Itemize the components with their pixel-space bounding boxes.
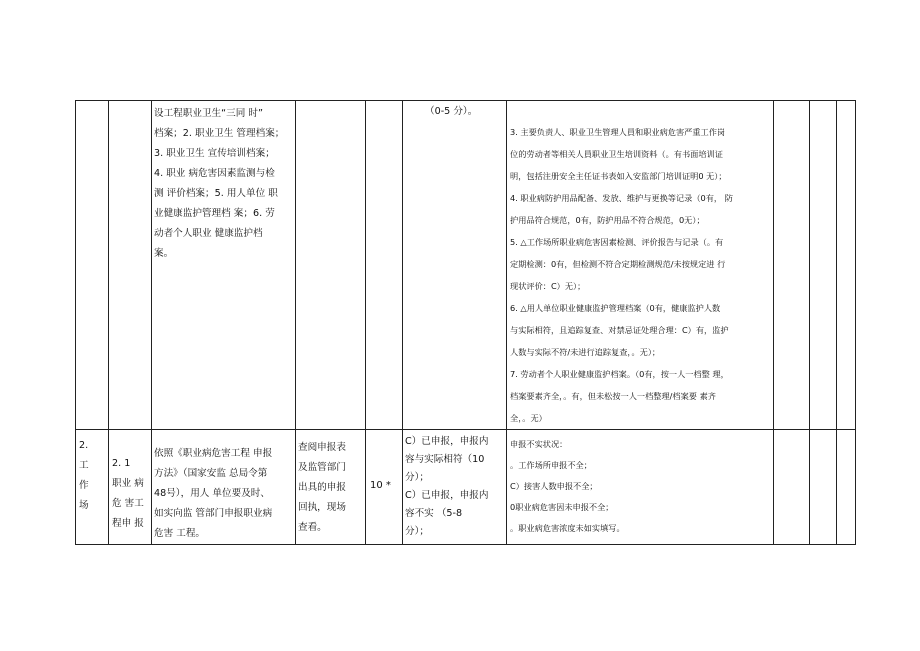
cell-category	[76, 430, 109, 545]
cell-requirement	[152, 430, 296, 545]
inspection-table	[75, 100, 856, 545]
requirement-text: 设工程职业卫生“三同 时” 档案；2. 职业卫生 管理档案； 3. 职业卫生 宣传培训档案； 4. 职业 病危害因素监测与检 测 评价档案；5. 用人单位 职 业健康监护管理档 案；6. 劳 动者个人职业 健康监护档 案。	[154, 108, 285, 259]
cell-item	[109, 101, 152, 430]
cell-blank-b	[810, 430, 837, 545]
cell-score	[366, 430, 403, 545]
cell-notes	[507, 101, 774, 430]
table-row	[76, 101, 856, 430]
item-text: 2. 1 职业 病 危 害工 程申 报	[112, 458, 144, 529]
cell-score	[366, 101, 403, 430]
cell-blank-a	[774, 101, 810, 430]
cell-scoring-criteria	[403, 101, 507, 430]
cell-item	[109, 430, 152, 545]
cell-blank-a	[774, 430, 810, 545]
cell-category	[76, 101, 109, 430]
cell-scoring-criteria	[403, 430, 507, 545]
notes-text: 申报不实状况： 。工作场所申报不全； C）接害人数申报不全； 0职业病危害因未申报不全； 。职业病危害浓度未如实填写。	[510, 439, 625, 533]
notes-text: 3. 主要负责人、职业卫生管理人員和职业病危害严重工作岗 位的劳动者等相关人員职业卫生培训资料（。有书面培训证 明，包括注册安全主任证书表如入安监部门培训证明0 无）； 4. 职业病防护用品配备、发放、维护与更换等记录（0有， 防 护用品符合规范，0有，防护用品不符合规范，0无）； 5. △工作场所职业病危害因素检测、评价报告与记录（。有 定期检测：0有，但检测不符合定期检测规范/未按规定进 行 现状评价：C）无）； 6. △用人单位职业健康监护管理档案（0有，健康监护人数 与实际相符，且追踪复查、对禁忌证处理合理：C）有，监护 人数与实际不符/未进行追踪复查，。无）； 7. 劳动者个人职业健康监护档案。（0有，按一人一档整 理， 档案要素齐全，。有，但未松按一人一档整理/档案要 素齐 全，。无）	[510, 127, 733, 423]
cell-method	[296, 101, 366, 430]
score-text: 10 *	[370, 480, 391, 491]
requirement-text: 依照《职业病危害工程 申报 方法》（国家安监 总局令第 48号），用人 单位要及时、 如实向监 管部门申报职业病 危害 工程。	[154, 448, 273, 539]
cell-notes	[507, 430, 774, 545]
cell-method	[296, 430, 366, 545]
table-row	[76, 430, 856, 545]
cell-blank-c	[837, 101, 856, 430]
scoring-text: （0-5 分）。	[425, 106, 478, 117]
cell-blank-b	[810, 101, 837, 430]
scoring-text: C）已申报，申报内 容与实际相符（10 分）； C）已申报，申报内 容不实 （5-8 分）；	[405, 436, 489, 537]
category-text: 2. 工 作 场	[79, 440, 89, 511]
cell-blank-c	[837, 430, 856, 545]
cell-requirement	[152, 101, 296, 430]
method-text: 查阅申报表 及监管部门 出具的申报 回执，现场 查看。	[298, 442, 346, 533]
